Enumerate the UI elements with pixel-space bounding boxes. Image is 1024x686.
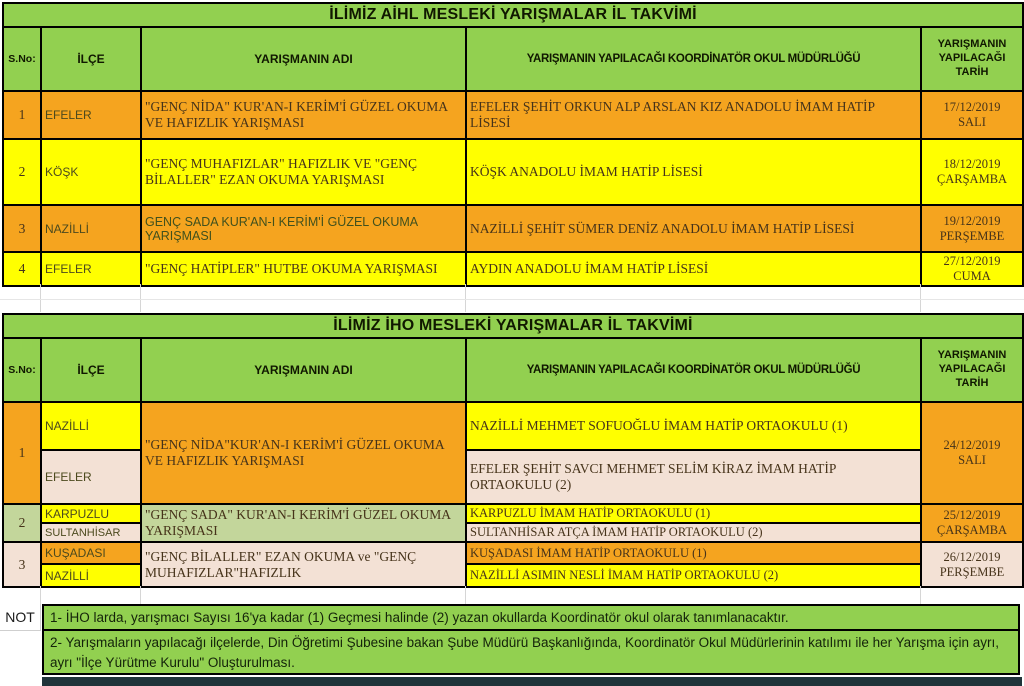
table-row: [3, 205, 1023, 252]
tarih-cell: [921, 542, 1023, 587]
col-header-sno: S.No:: [3, 338, 41, 402]
tarih-date: 17/12/2019: [943, 100, 1001, 114]
col-header-yarismanin-adi: YARIŞMANIN ADI: [141, 27, 466, 91]
table-row: [3, 139, 1023, 205]
gap-gridline: [140, 586, 141, 604]
ilce-cell: SULTANHİSAR: [41, 523, 141, 542]
ilce-cell: EFELER: [41, 252, 141, 286]
row-number: 2: [3, 504, 41, 542]
row-number: 1: [3, 91, 41, 139]
col-header-ilce: İLÇE: [41, 27, 141, 91]
tarih-cell: [921, 139, 1023, 205]
tarih-cell: [921, 402, 1023, 504]
table-row: [3, 542, 1023, 564]
col-header-ilce: İLÇE: [41, 338, 141, 402]
tarih-date: 26/12/2019: [943, 549, 1001, 564]
ilce-cell: KUŞADASI: [41, 542, 141, 564]
bottom-border-bar: [42, 677, 1022, 686]
iho-table-title: İLİMİZ İHO MESLEKİ YARIŞMALAR İL TAKVİMİ: [3, 314, 1023, 338]
col-header-sno: S.No:: [3, 27, 41, 91]
aihl-table-title: İLİMİZ AİHL MESLEKİ YARIŞMALAR İL TAKVİMİ: [3, 3, 1023, 27]
ilce-cell: NAZİLLİ: [41, 564, 141, 587]
okul-cell: SULTANHİSAR ATÇA İMAM HATİP ORTAOKULU (2): [466, 523, 921, 542]
col-header-tarih: YARIŞMANIN YAPILACAĞI TARİH: [921, 27, 1023, 91]
yarisma-adi-cell: "GENÇ MUHAFIZLAR" HAFIZLIK VE "GENÇ BİLALLER" EZAN OKUMA YARIŞMASI: [141, 139, 466, 205]
row-number: 3: [3, 205, 41, 252]
gap-gridline: [40, 284, 41, 312]
tarih-day: ÇARŞAMBA: [936, 172, 1008, 186]
aihl-table: [2, 2, 1024, 287]
okul-cell: EFELER ŞEHİT SAVCI MEHMET SELİM KİRAZ İMAM HATİP ORTAOKULU (2): [466, 450, 921, 504]
row-number: 4: [3, 252, 41, 286]
row-number: 1: [3, 402, 41, 504]
tarih-day: ÇARŞAMBA: [936, 523, 1008, 537]
tarih-cell: [921, 504, 1023, 542]
gap-gridline: [140, 284, 141, 312]
table-row: [3, 91, 1023, 139]
table-row: [3, 402, 1023, 450]
yarisma-adi-cell: "GENÇ HATİPLER" HUTBE OKUMA YARIŞMASI: [141, 252, 466, 286]
gap-gridline: [465, 586, 466, 604]
yarisma-adi-cell: "GENÇ BİLALLER" EZAN OKUMA ve "GENÇ MUHAFIZLAR"HAFIZLIK: [141, 542, 466, 587]
tarih-cell: [921, 91, 1023, 139]
okul-cell: NAZİLLİ ŞEHİT SÜMER DENİZ ANADOLU İMAM HATİP LİSESİ: [466, 205, 921, 252]
tarih-day: CUMA: [953, 269, 991, 283]
table-row: [3, 252, 1023, 286]
yarisma-adi-cell: "GENÇ NİDA" KUR'AN-I KERİM'İ GÜZEL OKUMA VE HAFIZLIK YARIŞMASI: [141, 91, 466, 139]
tarih-date: 18/12/2019: [943, 157, 1001, 171]
col-header-koordinator-okul: YARIŞMANIN YAPILACAĞI KOORDİNATÖR OKUL MÜDÜRLÜĞÜ: [466, 338, 921, 402]
ilce-cell: EFELER: [41, 450, 141, 504]
tarih-day: PERŞEMBE: [939, 228, 1005, 243]
ilce-cell: KARPUZLU: [41, 504, 141, 523]
ilce-cell: NAZİLLİ: [41, 205, 141, 252]
okul-cell: NAZİLLİ ASIMIN NESLİ İMAM HATİP ORTAOKULU (2): [466, 564, 921, 587]
note-item-2: 2- Yarışmaların yapılacağı ilçelerde, Din Öğretimi Şubesine bakan Şube Müdürü Başkanlığında, Koordinatör Okul Müdürlerinin katılımı ile her Yarışma için ayrı, ayrı "İlçe Yürütme Kurulu" Oluşturulması.: [50, 635, 999, 670]
row-number: 2: [3, 139, 41, 205]
col-header-koordinator-okul: YARIŞMANIN YAPILACAĞI KOORDİNATÖR OKUL MÜDÜRLÜĞÜ: [466, 27, 921, 91]
not-label: NOT: [0, 604, 41, 631]
gap-gridline: [0, 299, 1024, 300]
gap-gridline: [40, 586, 41, 604]
gap-gridline: [920, 284, 921, 312]
tarih-cell: [921, 252, 1023, 286]
tarih-date: 19/12/2019: [943, 213, 1001, 228]
gap-gridline: [920, 586, 921, 604]
ilce-cell: KÖŞK: [41, 139, 141, 205]
note-item-1: 1- İHO larda, yarışmacı Sayısı 16'ya kadar (1) Geçmesi halinde (2) yazan okullarda Koordinatör okul olarak tanımlanacaktır.: [44, 606, 1018, 631]
iho-table: [2, 313, 1024, 588]
okul-cell: AYDIN ANADOLU İMAM HATİP LİSESİ: [466, 252, 921, 286]
ilce-cell: NAZİLLİ: [41, 402, 141, 450]
okul-cell: EFELER ŞEHİT ORKUN ALP ARSLAN KIZ ANADOLU İMAM HATİP LİSESİ: [466, 91, 921, 139]
tarih-date: 27/12/2019: [943, 254, 1001, 268]
col-header-yarismanin-adi: YARIŞMANIN ADI: [141, 338, 466, 402]
row-number: 3: [3, 542, 41, 587]
tarih-day: SALI: [958, 115, 986, 129]
notes-box: [42, 604, 1020, 675]
yarisma-adi-cell: "GENÇ NİDA"KUR'AN-I KERİM'İ GÜZEL OKUMA VE HAFIZLIK YARIŞMASI: [141, 402, 466, 504]
ilce-cell: EFELER: [41, 91, 141, 139]
yarisma-adi-cell: "GENÇ SADA" KUR'AN-I KERİM'İ GÜZEL OKUMA YARIŞMASI: [141, 504, 466, 542]
okul-cell: KÖŞK ANADOLU İMAM HATİP LİSESİ: [466, 139, 921, 205]
okul-cell: KUŞADASI İMAM HATİP ORTAOKULU (1): [466, 542, 921, 564]
tarih-date: 25/12/2019: [943, 508, 1001, 522]
gap-gridline: [465, 284, 466, 312]
tarih-date: 24/12/2019: [943, 438, 1001, 452]
yarisma-adi-cell: GENÇ SADA KUR'AN-I KERİM'İ GÜZEL OKUMA YARIŞMASI: [141, 205, 466, 252]
okul-cell: NAZİLLİ MEHMET SOFUOĞLU İMAM HATİP ORTAOKULU (1): [466, 402, 921, 450]
table-row: [3, 504, 1023, 523]
tarih-day: PERŞEMBE: [939, 564, 1005, 579]
col-header-tarih: YARIŞMANIN YAPILACAĞI TARİH: [921, 338, 1023, 402]
tarih-cell: [921, 205, 1023, 252]
tarih-day: SALI: [958, 453, 986, 467]
okul-cell: KARPUZLU İMAM HATİP ORTAOKULU (1): [466, 504, 921, 523]
